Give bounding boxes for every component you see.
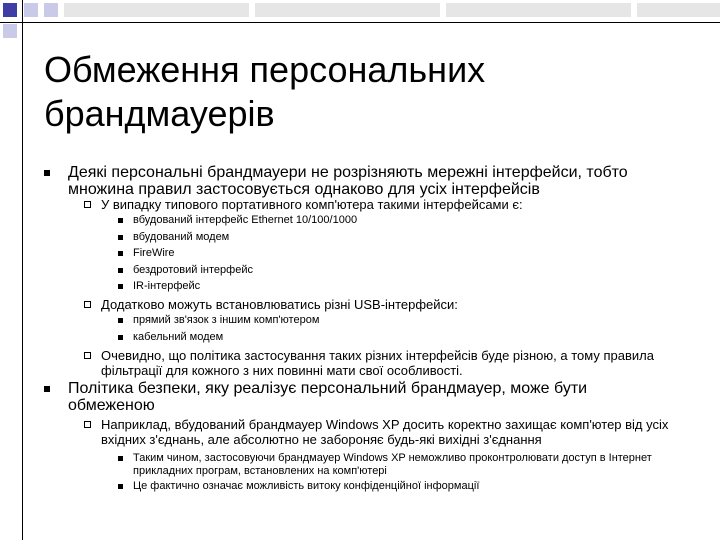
slide-title: Обмеження персональних брандмауерів (44, 49, 486, 134)
bullet-text: Деякі персональні брандмауери не розрізняють мережні інтерфейси, тобто множина правил застосовується однаково для усіх інтерфейсів (68, 164, 628, 198)
sub-bullet-text: У випадку типового портативного комп'ютера такими інтерфейсами є: (101, 197, 523, 212)
hollow-square-bullet-icon (84, 352, 91, 359)
list-item-text: IR-інтерфейс (133, 280, 201, 292)
hollow-square-bullet-icon (84, 201, 91, 208)
square-bullet-icon (118, 484, 123, 489)
sub-bullet-text: Наприклад, вбудований брандмауер Windows XP досить коректно захищає комп'ютер від усіх вхідних з'єднань, але абсолютно не забороняє будь-які вихідні з'єднання (101, 417, 669, 447)
square-bullet-icon (118, 318, 123, 323)
square-bullet-icon (118, 456, 123, 461)
list-item-text: Таким чином, застосовуючи брандмауер Windows XP неможливо проконтролювати доступ в Інтернет прикладних програм, встановлених на комп'ютері (133, 452, 652, 477)
square-bullet-icon (44, 170, 50, 176)
deco-strip-1 (64, 3, 249, 17)
deco-square-light (44, 3, 58, 17)
decorative-header (0, 0, 720, 40)
deco-strip-3 (446, 3, 631, 17)
square-bullet-icon (118, 335, 123, 340)
deco-square-light (3, 24, 17, 38)
list-item-text: Це фактично означає можливість витоку конфіденційної інформації (133, 480, 480, 492)
deco-square-blue (3, 3, 17, 17)
square-bullet-icon (118, 284, 123, 289)
square-bullet-icon (44, 386, 50, 392)
header-rule (0, 22, 720, 23)
sub-bullet-text: Очевидно, що політика застосування таких різних інтерфейсів буде різною, а тому правила фільтрації для кожного з них повинні мати свої особливості. (101, 348, 654, 378)
deco-square-light (24, 3, 38, 17)
bullet-text: Політика безпеки, яку реалізує персональний брандмауер, може бути обмеженою (68, 380, 588, 414)
list-item-text: кабельний модем (133, 331, 224, 343)
left-rule (22, 0, 23, 540)
list-item-text: вбудований модем (133, 231, 230, 243)
list-item-text: прямий зв'язок з іншим комп'ютером (133, 314, 320, 326)
list-item-text: FireWire (133, 247, 175, 259)
sub-bullet-text: Додатково можуть встановлюватись різні USB-інтерфейси: (101, 297, 458, 312)
square-bullet-icon (118, 268, 123, 273)
list-item-text: бездротовий інтерфейс (133, 264, 253, 276)
deco-strip-2 (255, 3, 440, 17)
square-bullet-icon (118, 251, 123, 256)
square-bullet-icon (118, 218, 123, 223)
deco-strip-4 (637, 3, 720, 17)
hollow-square-bullet-icon (84, 301, 91, 308)
hollow-square-bullet-icon (84, 421, 91, 428)
list-item-text: вбудований інтерфейс Ethernet 10/100/1000 (133, 214, 358, 226)
square-bullet-icon (118, 235, 123, 240)
